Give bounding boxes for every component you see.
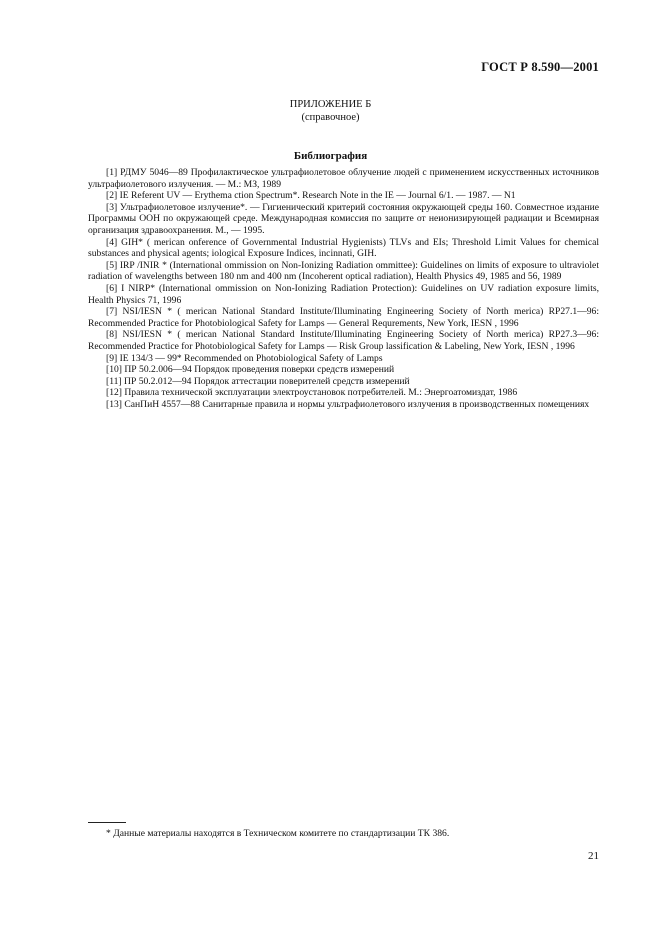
bibliography-title: Библиография [293, 150, 368, 162]
appendix-title: ПРИЛОЖЕНИЕ Б [289, 99, 372, 110]
bibliography-entry: [1] РДМУ 5046—89 Профилактическое ультрафиолетовое облучение людей с применением искусственных источников ультрафиолетового излучения. — М.: МЗ, 1989 [88, 167, 599, 190]
bibliography-list [88, 167, 599, 410]
appendix-subtitle: (справочное) [301, 112, 360, 123]
bibliography-entry: [2] IE Referent UV — Erythema ction Spectrum*. Research Note in the IE — Journal 6/1. — 1987. — N1 [106, 190, 516, 202]
document-code: ГОСТ Р 8.590—2001 [481, 60, 599, 74]
appendix-heading [0, 98, 661, 124]
footnote: * Данные материалы находятся в Техническом комитете по стандартизации ТК 386. [106, 828, 450, 839]
bibliography-entry: [13] СанПиН 4557—88 Санитарные правила и нормы ультрафиолетового излучения в производственных помещениях [106, 398, 590, 410]
bibliography-entry: [10] ПР 50.2.006—94 Порядок проведения поверки средств измерений [106, 364, 395, 376]
bibliography-entry: [5] IRP /INIR * (International ommission on Non-Ionizing Radiation ommittee): Guidelines on limits of exposure to ultraviolet radiation of wavelengths between 180 nm and 400 nm (Incoherent optical radiation), Health Physics 49, 1985 and 56, 1989 [88, 259, 599, 283]
bibliography-entry: [3] Ультрафиолетовое излучение*. — Гигиенический критерий состояния окружающей среды 160. Совместное издание Программы ООН по окружающей среде. Международная комиссия по защите от неионизирующей радиации и Всемирная организация здравоохранения. М., — 1995. [88, 201, 599, 236]
footnote-divider [88, 822, 126, 823]
page-number: 21 [588, 850, 599, 862]
bibliography-entry: [11] ПР 50.2.012—94 Порядок аттестации поверителей средств измерений [106, 375, 410, 387]
bibliography-entry: [12] Правила технической эксплуатации электроустановок потребителей. М.: Энергоатомиздат, 1986 [106, 387, 518, 399]
bibliography-entry: [4] GIH* ( merican onference of Governmental Industrial Hygienists) TLVs and EIs; Threshold Limit Values for chemical substances and physical agents; iological Exposure Indices, incinnati, GIH. [88, 236, 599, 260]
bibliography-entry: [8] NSI/IESN * ( merican National Standard Institute/Illuminating Engineering Society of North merica) RP27.3—96: Recommended Practice for Photobiological Safety for Lamps — Risk Group lassification & Labeling, New York, IESN , 1996 [88, 329, 599, 352]
bibliography-entry: [6] I NIRP* (International ommission on Non-Ionizing Radiation Protection): Guidelines on UV radiation exposure limits, Health Physics 71, 1996 [88, 282, 599, 306]
bibliography-entry: [7] NSI/IESN * ( merican National Standard Institute/Illuminating Engineering Society of North merica) RP27.1—96: Recommended Practice for Photobiological Safety for Lamps — General Requrements, New York, IESN , 1996 [88, 306, 599, 329]
bibliography-entry: [9] IE 134/3 — 99* Recommended on Photobiological Safety of Lamps [106, 352, 383, 364]
